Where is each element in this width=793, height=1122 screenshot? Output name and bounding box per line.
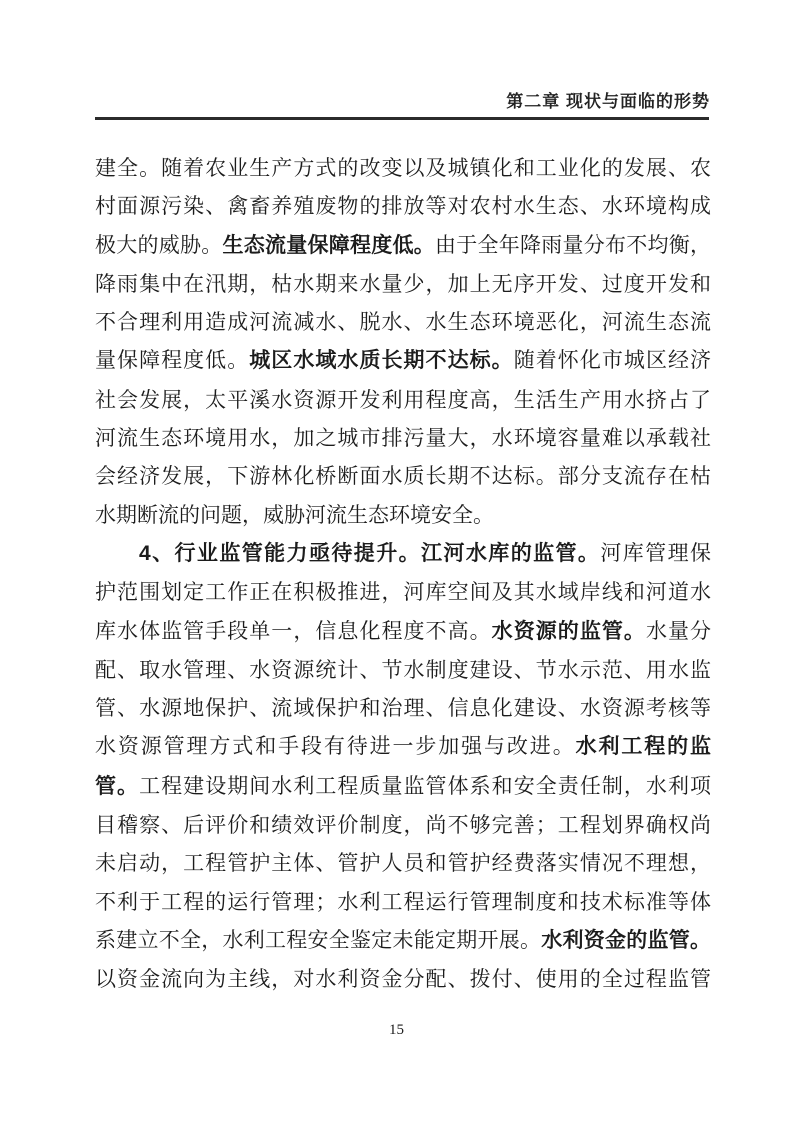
text-line [95,921,711,960]
text-run: 河流生态环境用水，加之城市排污量大，水环境容量难以承载社 [95,426,711,451]
text-line [95,303,711,341]
text-line [95,457,711,495]
text-run: 管、水源地保护、流域保护和治理、信息化建设、水资源考核等 [95,696,711,721]
text-run: 会经济发展，下游林化桥断面水质长期不达标。部分支流存在枯 [95,464,711,489]
text-line [95,534,711,573]
text-run: 由于全年降雨量分布不均衡， [435,232,711,257]
text-line [95,612,711,651]
text-line [95,573,711,611]
text-run: 目稽察、后评价和绩效评价制度，尚不够完善；工程划界确权尚 [95,813,711,838]
bold-text-run: 水资源的监管。 [491,619,646,643]
document-body-text [95,149,711,999]
text-line [95,381,711,419]
bold-text-run: 水利资金的监管。 [541,928,711,952]
text-line [95,689,711,727]
text-run: 极大的威胁。 [95,232,223,257]
bold-text-run: 水利工程的监 [575,735,712,759]
page-header [95,87,710,112]
text-run: 降雨集中在汛期，枯水期来水量少，加上无序开发、过度开发和 [95,271,711,296]
text-line [95,265,711,303]
text-line [95,727,711,766]
text-line [95,844,711,882]
text-line [95,149,711,187]
text-line [95,496,711,534]
text-line [95,187,711,225]
text-run: 量保障程度低。 [95,348,250,373]
text-line [95,806,711,844]
text-run: 水资源管理方式和手段有待进一步加强与改进。 [95,734,576,759]
text-run: 水量分 [645,618,712,643]
text-run: 未启动，工程管护主体、管护人员和管护经费落实情况不理想， [95,851,711,876]
text-run: 配、取水管理、水资源统计、节水制度建设、节水示范、用水监 [95,657,711,682]
text-run: 不合理利用造成河流减水、脱水、水生态环境恶化，河流生态流 [95,310,711,335]
bold-text-run: 城区水域水质长期不达标。 [249,349,514,373]
text-line [95,419,711,457]
text-run: 河库管理保 [600,540,711,565]
bold-text-run: 4、行业监管能力亟待提升。江河水库的监管。 [139,541,601,565]
text-line [95,767,711,806]
text-run: 水期断流的问题，威胁河流生态环境安全。 [95,502,494,527]
text-run: 社会发展，太平溪水资源开发利用程度高，生活生产用水挤占了 [95,387,711,412]
text-run: 建全。随着农业生产方式的改变以及城镇化和工业化的发展、农 [95,156,711,180]
text-line [95,226,711,265]
bold-text-run: 生态流量保障程度低。 [222,233,435,257]
text-line [95,883,711,921]
page-footer [0,1022,793,1039]
header-divider-rule [95,117,709,120]
text-line [95,960,711,998]
text-run: 随着怀化市城区经济 [513,348,712,373]
text-line [95,651,711,689]
text-run: 库水体监管手段单一，信息化程度不高。 [95,618,492,643]
text-run: 工程建设期间水利工程质量监管体系和安全责任制，水利项 [139,773,712,798]
bold-text-run: 管。 [95,774,140,798]
text-run: 护范围划定工作正在积极推进，河库空间及其水域岸线和河道水 [95,580,711,605]
text-run: 系建立不全，水利工程安全鉴定未能定期开展。 [95,927,542,952]
text-line [95,341,711,380]
text-run: 不利于工程的运行管理；水利工程运行管理制度和技术标准等体 [95,889,711,914]
text-run: 村面源污染、禽畜养殖废物的排放等对农村水生态、水环境构成 [95,194,711,219]
page-number: 15 [389,1022,404,1038]
chapter-header-title: 第二章 现状与面临的形势 [506,92,710,111]
text-run: 以资金流向为主线，对水利资金分配、拨付、使用的全过程监管 [95,967,711,992]
